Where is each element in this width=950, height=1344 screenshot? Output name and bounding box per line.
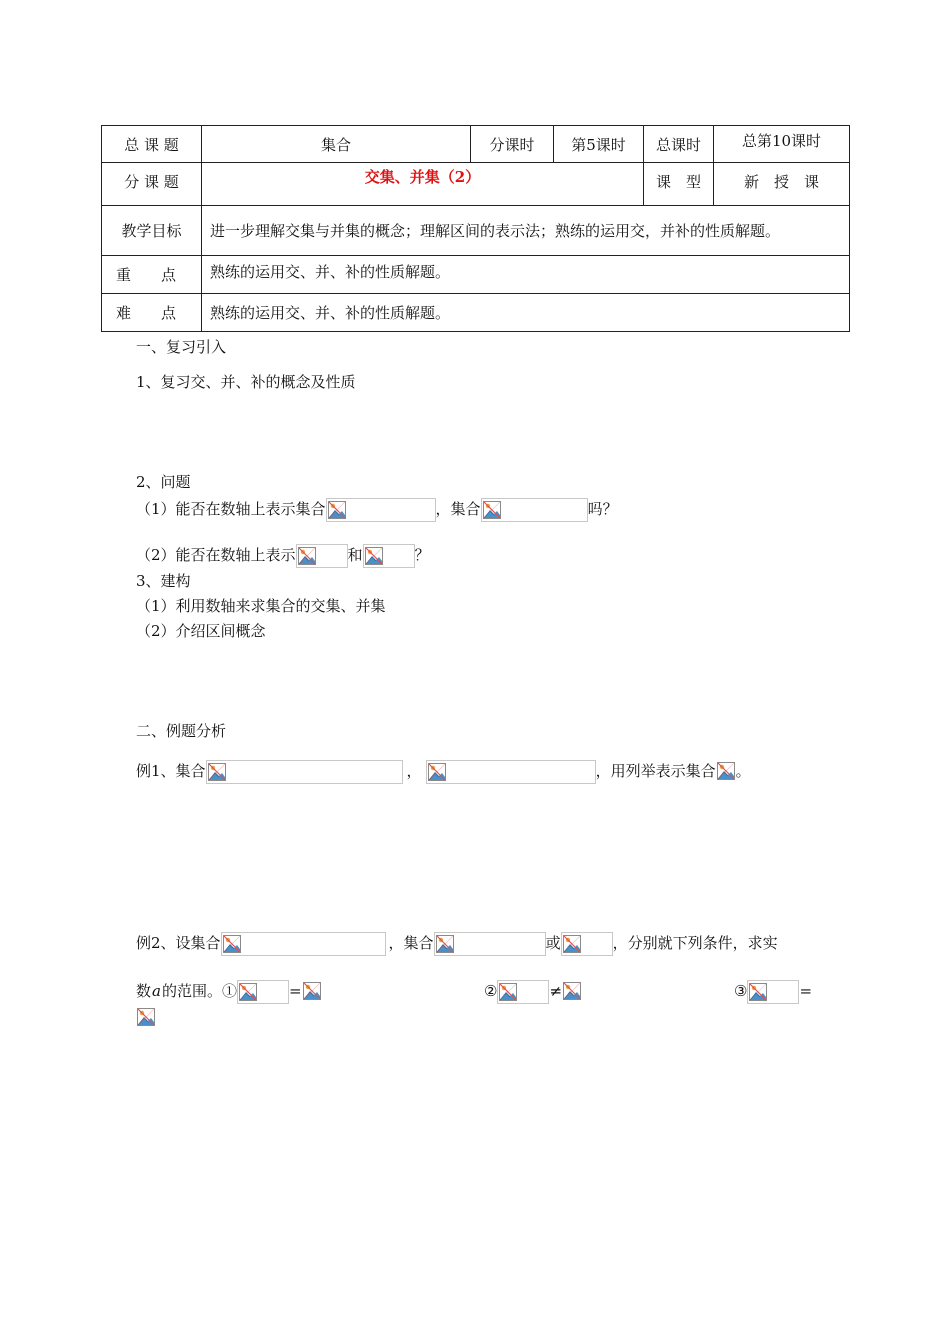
formula-image xyxy=(221,932,386,956)
ex1-text-b: ， xyxy=(406,762,422,780)
formula-image xyxy=(302,980,322,1004)
broken-image-icon xyxy=(563,935,581,953)
q1-text-c: 吗？ xyxy=(587,500,618,518)
formula-image xyxy=(237,980,289,1004)
not-equal-sign: ≠ xyxy=(549,982,563,1000)
broken-image-icon xyxy=(499,983,517,1001)
label-jiaoxue-mubiao: 教学目标 xyxy=(102,206,202,256)
ex1-text-a: 例1、集合 xyxy=(136,762,206,780)
broken-image-icon xyxy=(223,935,241,953)
question-1 xyxy=(136,498,618,522)
formula-image xyxy=(426,760,596,784)
formula-image xyxy=(481,498,588,522)
formula-image xyxy=(562,980,582,1004)
ex2-text-a: 例2、设集合 xyxy=(136,934,221,952)
label-fen-keti: 分 课 题 xyxy=(102,163,202,206)
ex2-text-c: 或 xyxy=(545,934,561,952)
section-2-title: 二、例题分析 xyxy=(136,722,227,740)
condition-2 xyxy=(484,980,582,1004)
section-1-item-1: 1、复习交、并、补的概念及性质 xyxy=(136,373,356,391)
broken-image-icon xyxy=(483,501,501,519)
broken-image-icon xyxy=(328,501,346,519)
question-2 xyxy=(136,544,430,568)
q1-text-b: ，集合 xyxy=(435,500,481,518)
key-point-text: 熟练的运用交、并、补的性质解题。 xyxy=(202,256,850,294)
construct-item-1: （1）利用数轴来求集合的交集、并集 xyxy=(136,597,386,615)
q2-text-c: ？ xyxy=(414,546,430,564)
formula-image xyxy=(296,544,348,568)
value-di5: 第5课时 xyxy=(554,126,644,163)
formula-image xyxy=(326,498,436,522)
broken-image-icon xyxy=(137,1008,155,1026)
header-table xyxy=(101,125,850,332)
ex2-text-b: ，集合 xyxy=(388,934,434,952)
construct-item-2: （2）介绍区间概念 xyxy=(136,622,266,640)
q2-text-b: 和 xyxy=(347,546,363,564)
ex1-text-d: 。 xyxy=(735,762,751,780)
broken-image-icon xyxy=(239,983,257,1001)
q1-text-a: （1）能否在数轴上表示集合 xyxy=(136,500,326,518)
formula-image xyxy=(497,980,549,1004)
broken-image-icon xyxy=(303,982,321,1000)
formula-image xyxy=(363,544,415,568)
equals-sign: = xyxy=(799,982,813,1000)
example-2-line-2 xyxy=(136,980,322,1004)
example-1 xyxy=(136,760,751,784)
ex2-text-d: ，分别就下列条件，求实 xyxy=(612,934,778,952)
broken-image-icon xyxy=(298,547,316,565)
value-zongdi10: 总第10课时 xyxy=(714,126,850,163)
ex2-text-e: 数 xyxy=(136,982,152,1000)
formula-image xyxy=(561,932,613,956)
section-1-item-3: 3、建构 xyxy=(136,572,191,590)
value-jihe: 集合 xyxy=(202,126,471,163)
value-xinshou: 新 授 课 xyxy=(714,163,850,206)
label-zongkeshi: 总课时 xyxy=(644,126,714,163)
formula-image xyxy=(716,760,736,784)
ex2-text-g: 的范围。① xyxy=(161,982,237,1000)
circled-3: ③ xyxy=(734,982,748,1000)
q2-text-a: （2）能否在数轴上表示 xyxy=(136,546,296,564)
formula-image xyxy=(434,932,546,956)
broken-image-icon xyxy=(436,935,454,953)
formula-image xyxy=(136,1006,156,1030)
broken-image-icon xyxy=(717,762,735,780)
label-fenkeshi: 分课时 xyxy=(471,126,554,163)
condition-3-continued xyxy=(136,1006,156,1030)
broken-image-icon xyxy=(365,547,383,565)
difficulty-text: 熟练的运用交、并、补的性质解题。 xyxy=(202,294,850,332)
label-zong-keti: 总 课 题 xyxy=(102,126,202,163)
page-title: 交集、并集（2） xyxy=(202,163,644,206)
section-1-title: 一、复习引入 xyxy=(136,338,227,356)
circled-2: ② xyxy=(484,982,498,1000)
example-2 xyxy=(136,932,778,956)
variable-a: a xyxy=(152,982,161,1000)
goal-text: 进一步理解交集与并集的概念；理解区间的表示法；熟练的运用交，并补的性质解题。 xyxy=(202,206,850,256)
section-1-item-2: 2、问题 xyxy=(136,473,191,491)
label-zhongdian: 重 点 xyxy=(102,256,202,294)
broken-image-icon xyxy=(563,982,581,1000)
label-kexing: 课 型 xyxy=(644,163,714,206)
broken-image-icon xyxy=(428,763,446,781)
formula-image xyxy=(747,980,799,1004)
ex1-text-c: ，用列举表示集合 xyxy=(595,762,716,780)
broken-image-icon xyxy=(749,983,767,1001)
broken-image-icon xyxy=(208,763,226,781)
condition-3 xyxy=(734,980,812,1004)
label-nandian: 难 点 xyxy=(102,294,202,332)
formula-image xyxy=(206,760,403,784)
equals-sign: = xyxy=(288,982,302,1000)
